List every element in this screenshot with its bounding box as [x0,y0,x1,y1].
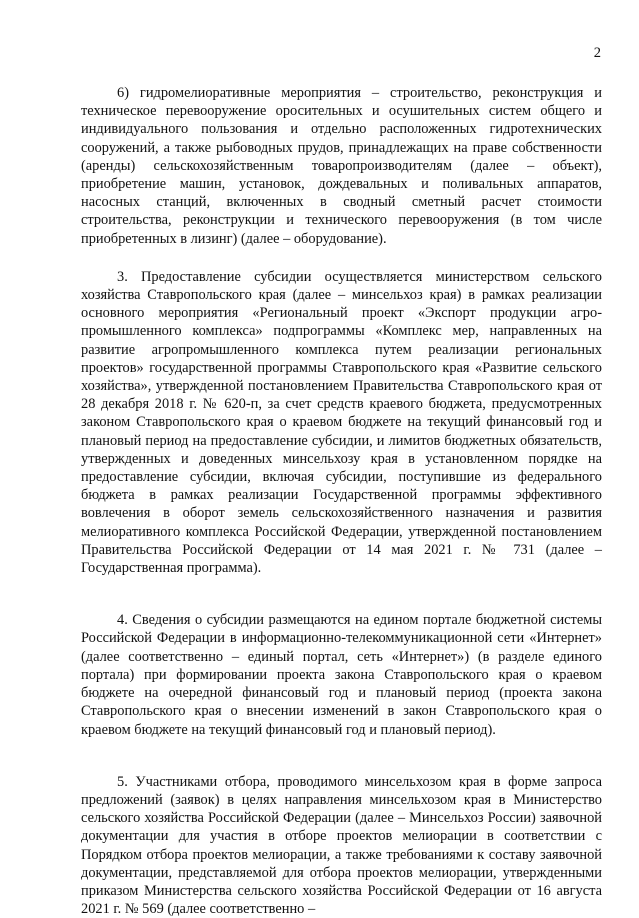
document-body [81,84,602,918]
page-number: 2 [593,45,601,61]
paragraph-section-4: 4. Сведения о субсидии размещаются на едином портале бюджетной системы Российской Федерации в информационно-телекоммуникационной сети «Интернет» (далее соответственно – единый портал, сеть «Интернет») (в разделе единого портала) при формировании проекта закона Ставропольского края о краевом бюджете на очередной финансовый год и плановый период (проекта закона Ставропольского края о внесении изменений в закон Ставропольского края о краевом бюджете на текущий финансовый год и плановый период). [81,612,602,738]
paragraph-item-6: 6) гидромелиоративные мероприятия – строительство, реконструкция и техническое перевооружение оросительных и осушительных систем общего и индивидуального пользования и отдельно расположенных гидротехнических сооружений, а также рыбоводных прудов, принадлежащих на праве собственности (аренды) сельскохозяйственным товаропроизводителям (далее – объект), приобретение машин, установок, дождевальных и поливальных аппаратов, насосных станций, включенных в сводный сметный расчет стоимости строительства, реконструкции и технического перевооружения (в том числе приобретенных в лизинг) (далее – оборудование). [81,85,602,247]
paragraph-section-5: 5. Участниками отбора, проводимого минсельхозом края в форме запроса предложений (заявок) в целях направления минсельхозом края в Министерство сельского хозяйства Российской Федерации (далее – Минсельхоз России) заявочной документации для участия в отборе проектов мелиорации в соответствии с Порядком отбора проектов мелиорации, а также требованиями к составу заявочной документации, представляемой для отбора проектов мелиорации, утвержденными приказом Министерства сельского хозяйства Российской Федерации от 16 августа 2021 г. № 569 (далее соответственно – [81,773,602,918]
paragraph-section-3: 3. Предоставление субсидии осуществляется министерством сельского хозяйства Ставропольского края (далее – минсельхоз края) в рамках реализации основного мероприятия «Региональный проект «Экспорт продукции агропромышленного комплекса» подпрограммы «Комплекс мер, направленных на развитие агропромышленного комплекса путем реализации региональных проектов» государственной программы Ставропольского края «Развитие сельского хозяйства», утвержденной постановлением Правительства Ставропольского края от 28 декабря 2018 г. № 620-п, за счет средств краевого бюджета, предусмотренных законом Ставропольского края о краевом бюджете на текущий финансовый год и плановый период на предоставление субсидии, и лимитов бюджетных обязательств, утвержденных и доведенных минсельхозу края в установленном порядке на предоставление субсидии, включая субсидии, поступившие из федерального бюджета в рамках реализации Государственной программы эффективного вовлечения в оборот земель сельскохозяйственного назначения и развития мелиоративного комплекса Российской Федерации, утвержденной постановлением Правительства Российской Федерации от 14 мая 2021 г. № 731 (далее – Государственная программа). [81,268,602,577]
